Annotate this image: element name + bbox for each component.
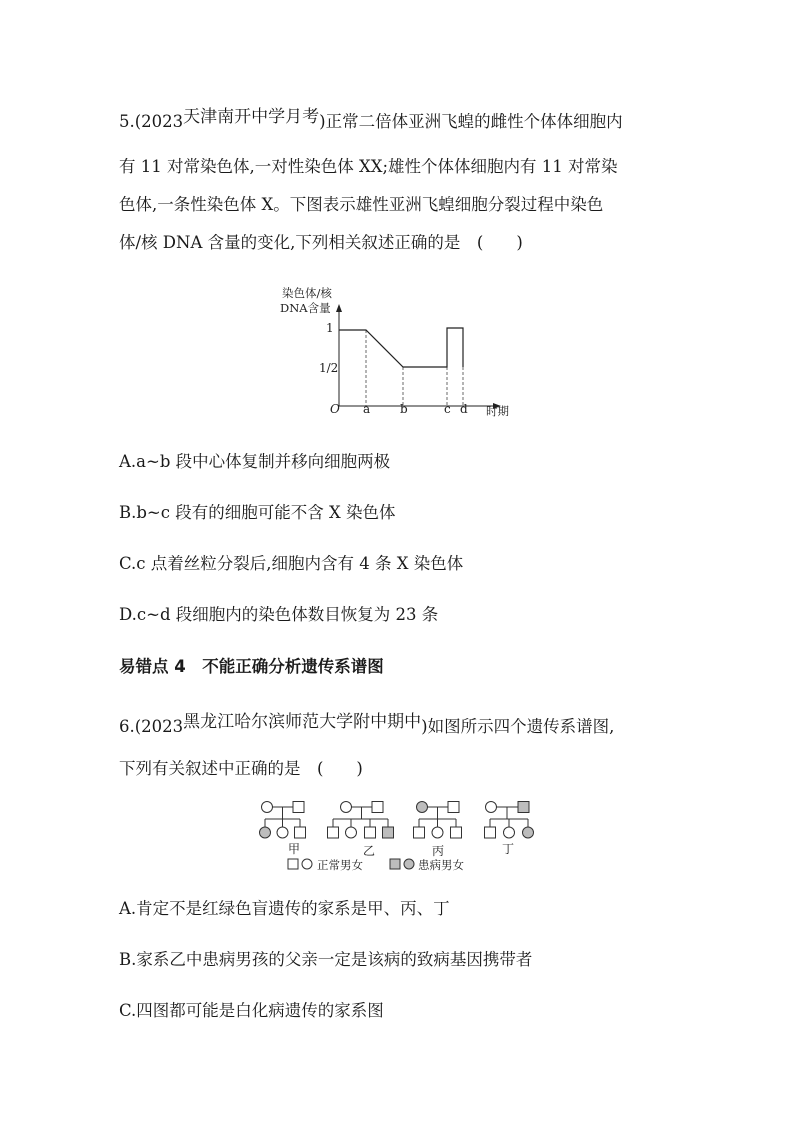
q5-option-d: D.c~d 段细胞内的染色体数目恢复为 23 条 [119, 605, 439, 624]
q6-option-c: C.四图都可能是白化病遗传的家系图 [119, 1001, 384, 1020]
q5-number: 5.(2023 [119, 112, 184, 131]
chart-xtick-a: a [363, 402, 371, 416]
q5-stem-line1 [119, 107, 623, 133]
chart-dashed-guides [366, 330, 463, 406]
pedigree-figure [250, 795, 550, 875]
pedigree-yi [328, 802, 394, 839]
chart-xtick-c: c [444, 402, 451, 416]
pedigree-bing [414, 802, 462, 839]
legend-affected-female-icon [404, 859, 414, 869]
pedigree-label-jia: 甲 [288, 842, 301, 856]
legend-affected-label: 患病男女 [418, 858, 464, 872]
pedigree-label-yi: 乙 [363, 844, 376, 858]
q5-option-a: A.a~b 段中心体复制并移向细胞两极 [119, 452, 391, 471]
chart-origin-label: O [330, 402, 340, 416]
chart-xlabel: 时期 [486, 404, 509, 418]
chart-y-arrow [336, 304, 342, 312]
q5-stem-line4: 体/核 DNA 含量的变化,下列相关叙述正确的是 ( ) [119, 233, 523, 252]
pedigree-ding [485, 802, 534, 839]
chart-ylabel-line2: DNA含量 [280, 301, 331, 315]
q5-stem-line2: 有 11 对常染色体,一对性染色体 XX;雄性个体体细胞内有 11 对常染 [119, 157, 618, 176]
section-heading: 易错点 4 不能正确分析遗传系谱图 [119, 657, 384, 676]
q6-option-b: B.家系乙中患病男孩的父亲一定是该病的致病基因携带者 [119, 950, 533, 969]
q5-option-c: C.c 点着丝粒分裂后,细胞内含有 4 条 X 染色体 [119, 554, 464, 573]
q5-option-b: B.b~c 段有的细胞可能不含 X 染色体 [119, 503, 396, 522]
q6-stem-line2: 下列有关叙述中正确的是 ( ) [119, 759, 363, 778]
q5-line1-rest: )正常二倍体亚洲飞蝗的雌性个体体细胞内 [319, 112, 623, 131]
chart-series-line [339, 328, 463, 367]
q6-number: 6.(2023 [119, 717, 184, 736]
q6-line1-rest: )如图所示四个遗传系谱图, [421, 717, 615, 736]
legend-normal-male-icon [288, 859, 298, 869]
chart-xtick-d: d [460, 402, 468, 416]
pedigree-label-bing: 丙 [432, 844, 445, 858]
legend-normal-female-icon [302, 859, 312, 869]
pedigree-jia [260, 802, 306, 839]
q5-stem-line3: 色体,一条性染色体 X。下图表示雄性亚洲飞蝗细胞分裂过程中染色 [119, 195, 604, 214]
chart-ylabel-line1: 染色体/核 [282, 286, 332, 300]
dna-ratio-chart [270, 280, 530, 425]
chart-xtick-b: b [400, 402, 408, 416]
legend-normal-label: 正常男女 [317, 858, 363, 872]
legend-affected-male-icon [390, 859, 400, 869]
chart-ytick-1: 1 [326, 321, 334, 335]
q6-stem-line1 [119, 712, 615, 738]
q6-option-a: A.肯定不是红绿色盲遗传的家系是甲、丙、丁 [119, 899, 450, 918]
q6-source: 黑龙江哈尔滨师范大学附中期中 [183, 712, 422, 732]
pedigree-label-ding: 丁 [502, 842, 515, 856]
q5-source: 天津南开中学月考 [183, 107, 320, 127]
chart-ytick-half: 1/2 [319, 361, 339, 375]
